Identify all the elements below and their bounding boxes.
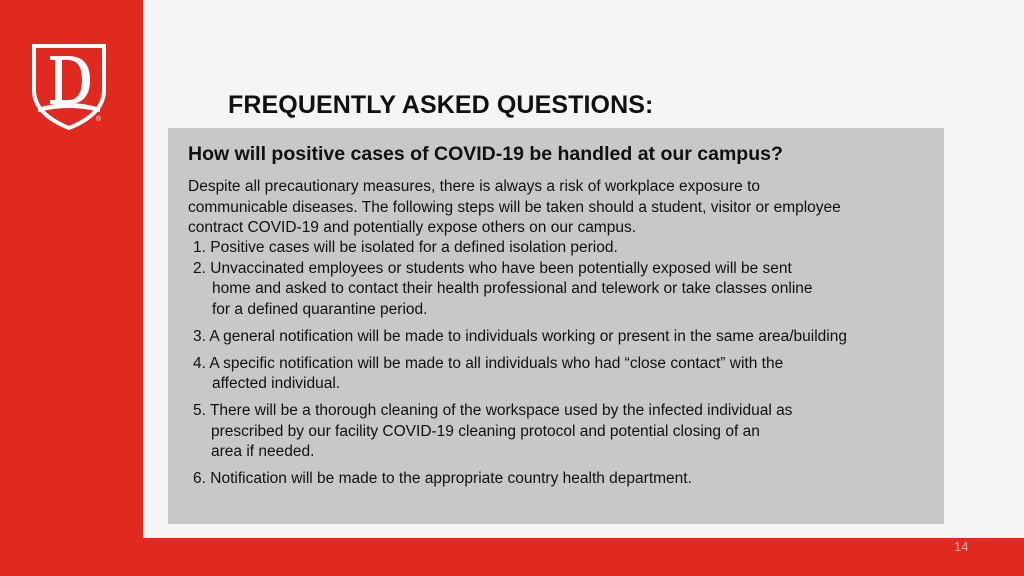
bottom-brand-bar [0,538,1024,576]
step-5-cont: area if needed. [211,443,315,460]
step-text: Notification will be made to the appropriate country health department. [210,470,692,487]
registered-mark: ® [96,116,102,123]
intro-line: Despite all precautionary measures, there is always a risk of workplace exposure to [188,178,761,195]
step-number: 1. [193,239,206,256]
faq-question: How will positive cases of COVID-19 be handled at our campus? [188,143,783,165]
step-4-cont: affected individual. [212,375,341,392]
step-text: A specific notification will be made to all individuals who had “close contact” with the [209,355,784,372]
step-text: Positive cases will be isolated for a defined isolation period. [210,239,618,256]
step-number: 2. [193,260,206,277]
step-text: Unvaccinated employees or students who have been potentially exposed will be sent [210,260,792,277]
step-6 [193,469,692,490]
step-number: 4. [193,355,206,372]
step-2-cont: for a defined quarantine period. [212,301,428,318]
step-number: 3. [193,328,206,345]
step-2-cont: home and asked to contact their health professional and telework or take classes online [212,280,813,297]
step-3 [193,327,847,348]
step-4 [193,354,783,375]
step-text: A general notification will be made to individuals working or present in the same area/building [209,328,847,345]
step-number: 6. [193,470,206,487]
step-5-cont: prescribed by our facility COVID-19 cleaning protocol and potential closing of an [211,423,760,440]
intro-line: contract COVID-19 and potentially expose others on our campus. [188,219,637,236]
step-5 [193,401,792,422]
faq-intro [188,177,928,239]
step-text: There will be a thorough cleaning of the workspace used by the infected individual as [209,402,793,419]
step-1 [193,238,618,259]
step-number: 5. [193,402,206,419]
faq-card [168,128,944,524]
slide-title: FREQUENTLY ASKED QUESTIONS: [228,91,654,119]
page-number: 14 [954,539,969,554]
intro-line: communicable diseases. The following steps will be taken should a student, visitor or employee [188,198,841,216]
step-2 [193,259,792,280]
